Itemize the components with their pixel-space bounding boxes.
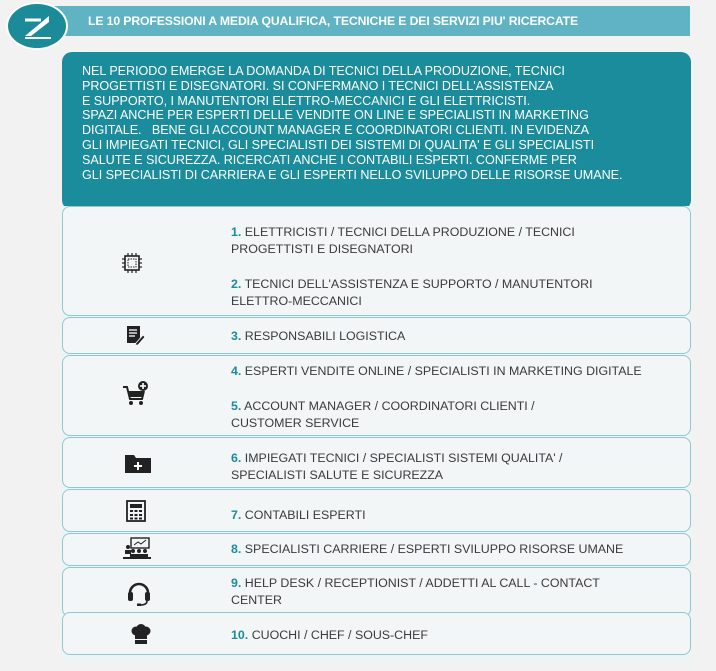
item-number: 4. <box>231 364 242 378</box>
audience-presentation-icon <box>122 537 152 559</box>
summary-text: NEL PERIODO EMERGE LA DOMANDA DI TECNICI DELLA PRODUZIONE, TECNICI PROGETTISTI E DISEGNATORI. SI CONFERMANO I TECNICI DELL'ASSISTENZA E SUPPORTO, I MANUTENTORI ELETTRO-MECCANICI E GLI ELETTRICISTI. SPAZI ANCHE PER ESPERTI DELLE VENDITE ON LINE E SPECIALISTI IN MARKETING DIGITALE. BENE GLI ACCOUNT MANAGER E COORDINATORI CLIENTI. IN EVIDENZA GLI IMPIEGATI TECNICI, GLI SPECIALISTI DEI SISTEMI DI QUALITA' E GLI SPECIALISTI SALUTE E SICUREZZA. RICERCATI ANCHE I CONTABILI ESPERTI. CONFERME PER GLI SPECIALISTI DI CARRIERA E GLI ESPERTI NELLO SVILUPPO DELLE RISORSE UMANE. <box>82 64 623 182</box>
item-text: CONTABILI ESPERTI <box>244 508 366 522</box>
cart-add-icon <box>122 380 150 408</box>
item-number: 1. <box>231 225 242 239</box>
item-text: ACCOUNT MANAGER / COORDINATORI CLIENTI / CUSTOMER SERVICE <box>231 399 535 430</box>
item-text: HELP DESK / RECEPTIONIST / ADDETTI AL CALL - CONTACT CENTER <box>231 576 600 607</box>
list-item-10 <box>231 627 428 644</box>
list-item-6 <box>231 450 563 484</box>
chef-hat-icon <box>130 623 152 645</box>
item-number: 6. <box>231 451 242 465</box>
list-item-3 <box>231 328 405 345</box>
item-number: 9. <box>231 576 242 590</box>
item-number: 8. <box>231 542 242 556</box>
item-number: 3. <box>231 329 242 343</box>
folder-add-icon <box>124 452 152 474</box>
calculator-icon <box>125 500 147 522</box>
item-number: 7. <box>231 508 242 522</box>
list-item-8 <box>231 541 623 558</box>
logo-mark-icon <box>23 14 53 40</box>
item-text: ESPERTI VENDITE ONLINE / SPECIALISTI IN MARKETING DIGITALE <box>244 364 642 378</box>
list-item-5 <box>231 398 535 432</box>
list-item-2 <box>231 276 593 310</box>
item-text: ELETTRICISTI / TECNICI DELLA PRODUZIONE / TECNICI PROGETTISTI E DISEGNATORI <box>231 225 575 256</box>
headset-icon <box>126 578 152 606</box>
document-pen-icon <box>124 324 146 346</box>
list-item <box>62 489 691 532</box>
list-item-1 <box>231 224 575 258</box>
chip-icon <box>121 252 143 274</box>
page-title: LE 10 PROFESSIONI A MEDIA QUALIFICA, TECNICHE E DEI SERVIZI PIU' RICERCATE <box>88 14 579 28</box>
list-item-9 <box>231 575 600 609</box>
item-text: IMPIEGATI TECNICI / SPECIALISTI SISTEMI QUALITA' / SPECIALISTI SALUTE E SICUREZZA <box>231 451 563 482</box>
list-item-4 <box>231 363 642 380</box>
item-number: 2. <box>231 277 242 291</box>
item-text: RESPONSABILI LOGISTICA <box>244 329 406 343</box>
logo <box>6 2 68 50</box>
summary-box <box>62 52 691 210</box>
list-item-7 <box>231 507 366 524</box>
item-text: CUOCHI / CHEF / SOUS-CHEF <box>251 628 428 642</box>
item-number: 5. <box>231 399 242 413</box>
item-text: TECNICI DELL'ASSISTENZA E SUPPORTO / MANUTENTORI ELETTRO-MECCANICI <box>231 277 593 308</box>
item-text: SPECIALISTI CARRIERE / ESPERTI SVILUPPO RISORSE UMANE <box>244 542 624 556</box>
item-number: 10. <box>231 628 249 642</box>
